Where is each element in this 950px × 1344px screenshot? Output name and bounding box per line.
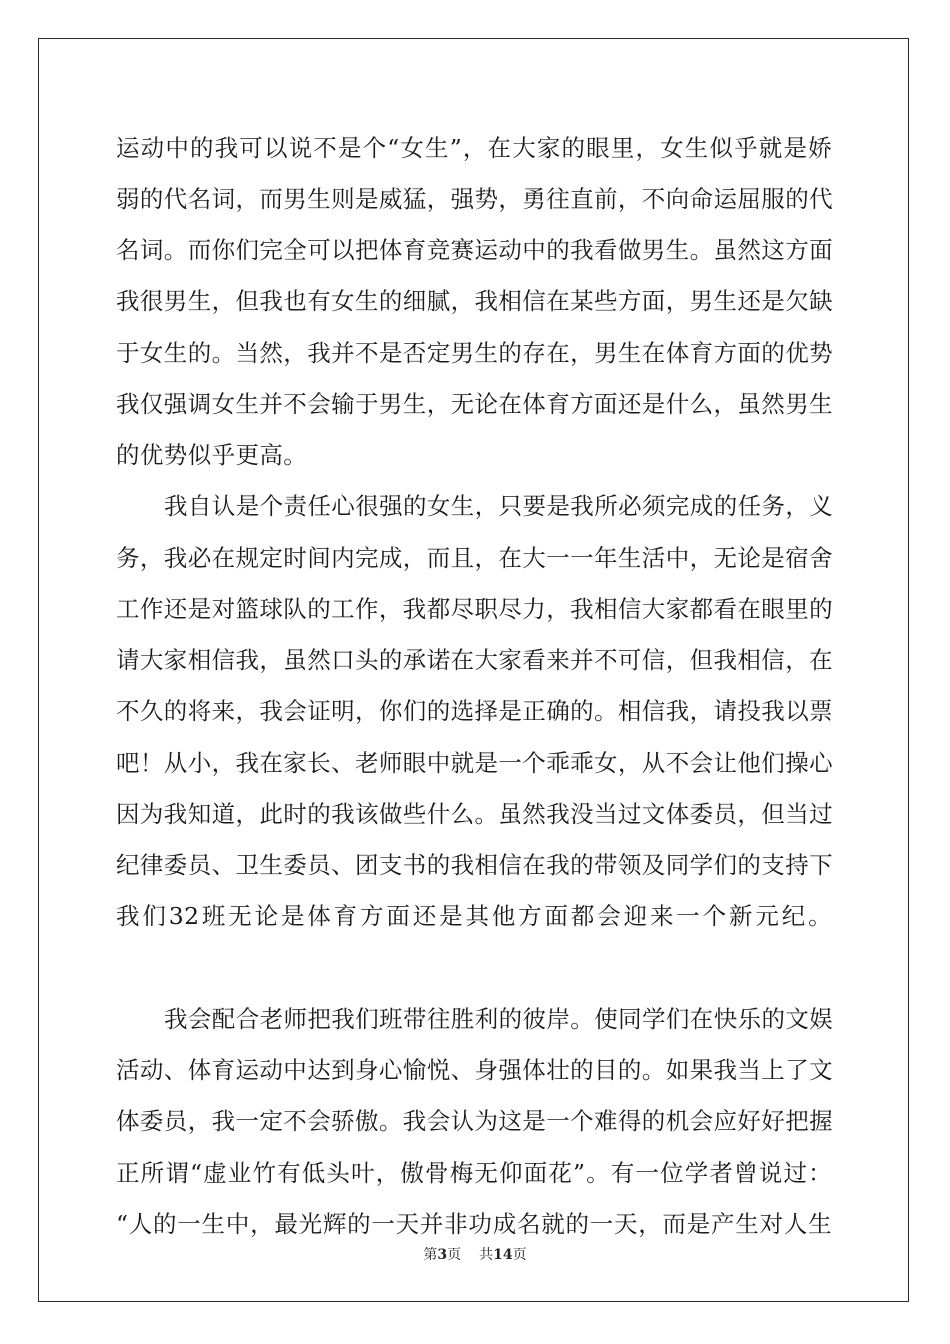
text-line: 纪律委员、卫生委员、团支书的我相信在我的带领及同学们的支持下 <box>116 851 833 879</box>
total-suffix: 页 <box>512 1247 527 1263</box>
text-line: 我很男生，但我也有女生的细腻，我相信在某些方面，男生还是欠缺 <box>116 287 833 315</box>
page-total: 14 <box>493 1247 513 1263</box>
text-line: 我们32班无论是体育方面还是其他方面都会迎来一个新元纪。 <box>116 902 832 930</box>
text-line: 体委员，我一定不会骄傲。我会认为这是一个难得的机会应好好把握 <box>116 1107 833 1135</box>
text-line: 请大家相信我，虽然口头的承诺在大家看来并不可信，但我相信，在 <box>116 646 833 674</box>
text-line: 工作还是对篮球队的工作，我都尽职尽力，我相信大家都看在眼里的 <box>116 595 833 623</box>
paragraph-first-line: 我会配合老师把我们班带往胜利的彼岸。使同学们在快乐的文娱 <box>164 1005 834 1033</box>
paragraph-first-line: 我自认是个责任心很强的女生，只要是我所必须完成的任务，义 <box>164 492 834 520</box>
text-line: 吧！从小，我在家长、老师眼中就是一个乖乖女，从不会让他们操心 <box>116 749 833 777</box>
text-line: 因为我知道，此时的我该做些什么。虽然我没当过文体委员，但当过 <box>116 800 833 828</box>
text-line: 不久的将来，我会证明，你们的选择是正确的。相信我，请投我以票 <box>116 697 833 725</box>
total-prefix: 共 <box>479 1247 494 1263</box>
text-line: 于女生的。当然，我并不是否定男生的存在，男生在体育方面的优势 <box>116 339 833 367</box>
text-line: 务，我必在规定时间内完成，而且，在大一一年生活中，无论是宿舍 <box>116 544 833 572</box>
text-line: 名词。而你们完全可以把体育竞赛运动中的我看做男生。虽然这方面 <box>116 236 833 264</box>
page-footer <box>0 1244 950 1264</box>
page-prefix: 第 <box>423 1247 438 1263</box>
page-suffix: 页 <box>447 1247 462 1263</box>
text-line: 运动中的我可以说不是个“女生”，在大家的眼里，女生似乎就是娇 <box>116 134 832 162</box>
text-line: 我仅强调女生并不会输于男生，无论在体育方面还是什么，虽然男生 <box>116 390 833 418</box>
text-line: 的优势似乎更高。 <box>116 441 308 469</box>
text-line: 弱的代名词，而男生则是威猛，强势，勇往直前，不向命运屈服的代 <box>116 185 833 213</box>
page-number: 3 <box>437 1247 448 1263</box>
text-line: 活动、体育运动中达到身心愉悦、身强体壮的目的。如果我当上了文 <box>116 1056 833 1084</box>
text-line: 正所谓“虚业竹有低头叶，傲骨梅无仰面花”。有一位学者曾说过： <box>116 1159 832 1187</box>
text-line: “人的一生中，最光辉的一天并非功成名就的一天，而是产生对人生 <box>116 1210 832 1238</box>
